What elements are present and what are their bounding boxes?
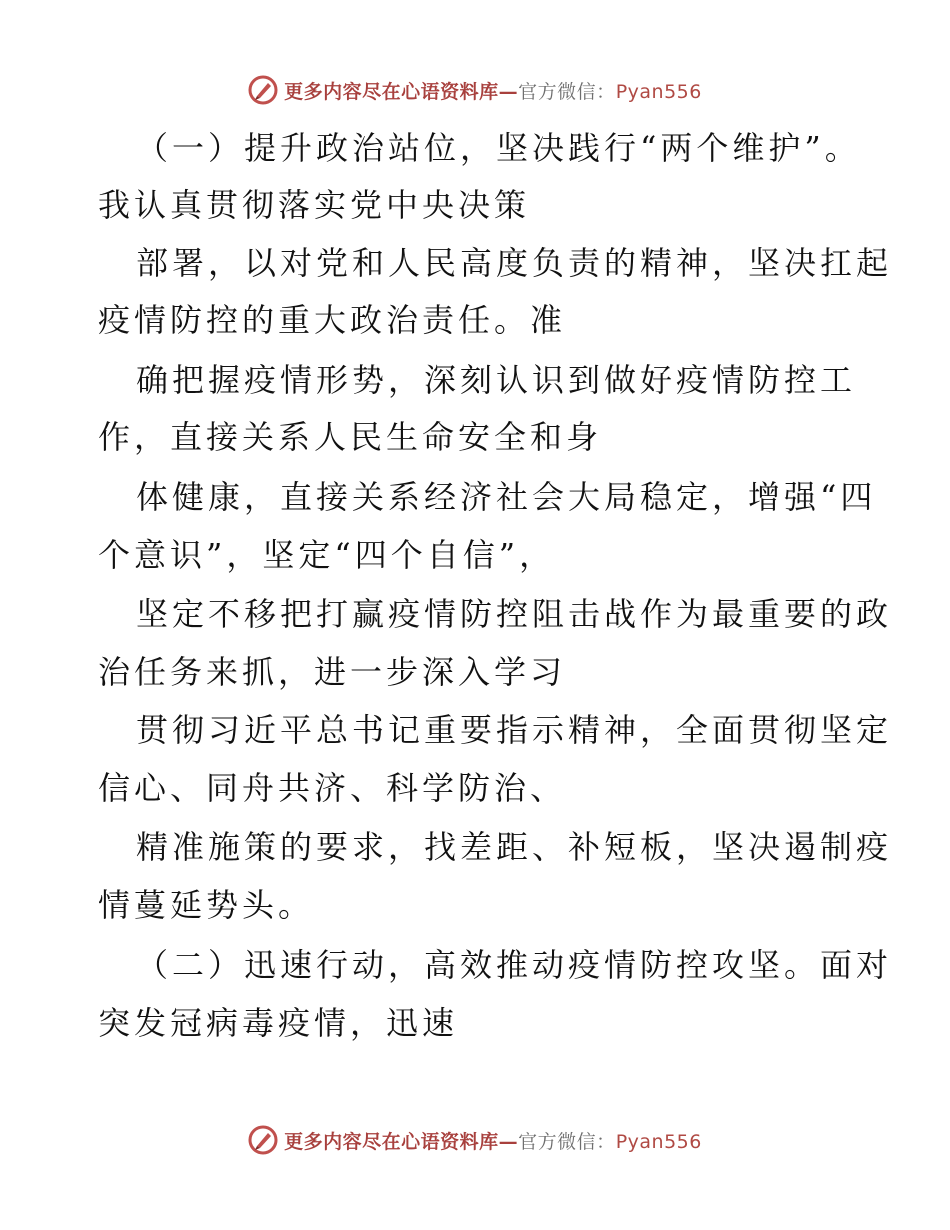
text-line: 坚定不移把打赢疫情防控阻击战作为最重要的政 — [136, 595, 893, 633]
pen-logo-icon — [248, 1125, 278, 1155]
text-line: 治任务来抓，进一步深入学习 — [98, 653, 567, 691]
text-line: 体健康，直接关系经济社会大局稳定，增强“四 — [136, 478, 877, 516]
text-line: 信心、同舟共济、科学防治、 — [98, 769, 567, 807]
banner-text — [284, 77, 702, 104]
banner-wechat-label: 官方微信： — [518, 1130, 616, 1153]
text-line: （一）提升政治站位，坚决践行“两个维护”。 — [136, 129, 861, 167]
banner-title: 更多内容尽在心语资料库 — [284, 80, 499, 103]
pen-logo-icon — [248, 75, 278, 105]
text-line: 精准施策的要求，找差距、补短板，坚决遏制疫 — [136, 828, 893, 866]
banner-wechat-label: 官方微信： — [518, 80, 616, 103]
text-line: 突发冠病毒疫情，迅速 — [98, 1004, 459, 1042]
text-line: 作，直接关系人民生命安全和身 — [98, 418, 603, 456]
footer-banner — [0, 1120, 950, 1160]
text-line: （二）迅速行动，高效推动疫情防控攻坚。面对 — [136, 946, 893, 984]
text-line: 部署，以对党和人民高度负责的精神，坚决扛起 — [136, 244, 893, 282]
text-line: 个意识”，坚定“四个自信”， — [98, 536, 556, 574]
text-line: 情蔓延势头。 — [98, 886, 315, 924]
text-line: 我认真贯彻落实党中央决策 — [98, 186, 531, 224]
header-banner — [0, 70, 950, 110]
banner-dash: — — [498, 80, 519, 103]
banner-title: 更多内容尽在心语资料库 — [284, 1130, 499, 1153]
banner-wechat-id: Pyan556 — [615, 80, 702, 103]
text-line: 疫情防控的重大政治责任。准 — [98, 301, 567, 339]
text-line: 确把握疫情形势，深刻认识到做好疫情防控工 — [136, 361, 857, 399]
banner-wechat-id: Pyan556 — [615, 1130, 702, 1153]
banner-text — [284, 1127, 702, 1154]
banner-dash: — — [498, 1130, 519, 1153]
text-line: 贯彻习近平总书记重要指示精神，全面贯彻坚定 — [136, 711, 893, 749]
